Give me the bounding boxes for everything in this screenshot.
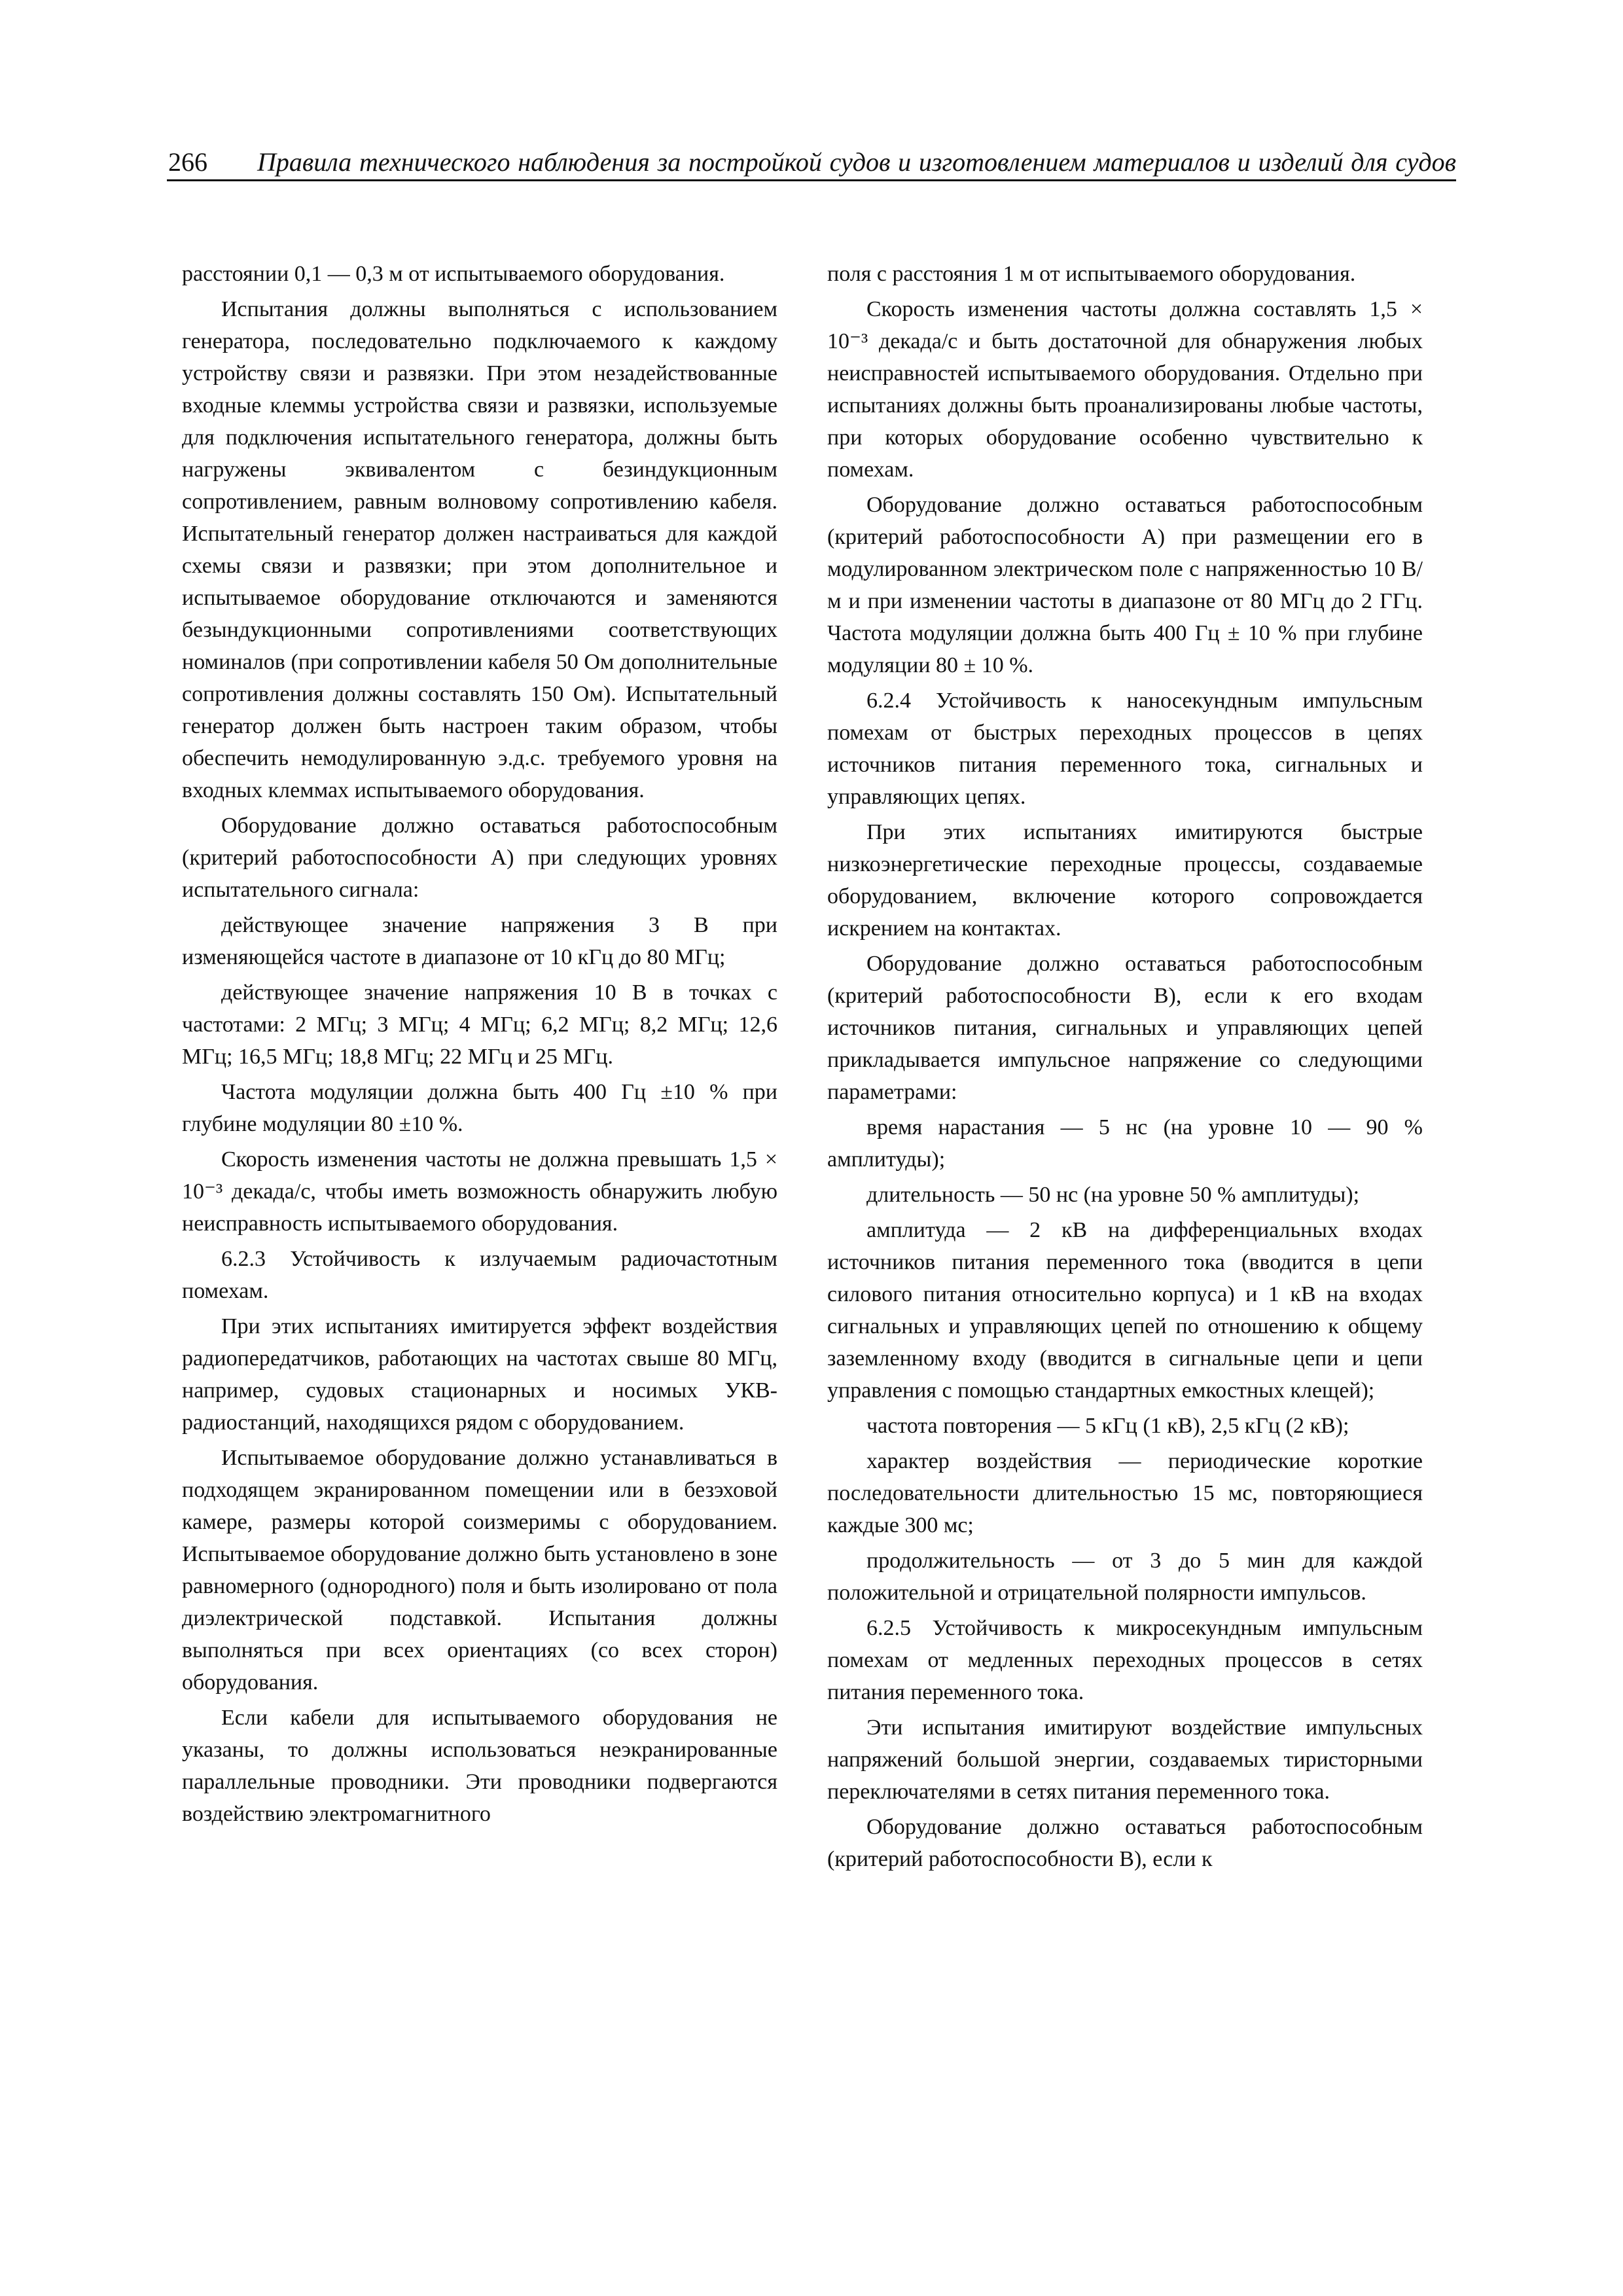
running-title: Правила технического наблюдения за постройкой судов и изготовлением материалов и изделий для судов (257, 147, 1456, 177)
paragraph: расстоянии 0,1 — 0,3 м от испытываемого оборудования. (182, 262, 725, 286)
paragraph: Частота модуляции должна быть 400 Гц ±10 % при глубине модуляции 80 ±10 %. (182, 1080, 777, 1136)
paragraph: Скорость изменения частоты не должна превышать 1,5 × 10⁻³ декада/с, чтобы иметь возможность обнаружить любую неисправность испытываемого оборудования. (182, 1147, 777, 1236)
paragraph: Испытания должны выполняться с использованием генератора, последовательно подключаемого к каждому устройству связи и развязки. При этом незадействованные входные клеммы устройства связи и развязки, используемые для подключения испытательного генератора, должны быть нагружены эквивалентом с безиндукционным сопротивлением, равным волновому сопротивлению кабеля. Испытательный генератор должен настраиваться для каждой схемы связи и развязки; при этом дополнительное и испытываемое оборудование отключаются и заменяются безындукционными сопротивлениями соответствующих номиналов (при сопротивлении кабеля 50 Ом дополнительные сопротивления должны составлять 150 Ом). Испытательный генератор должен быть настроен таким образом, чтобы обеспечить немодулированную э.д.с. требуемого уровня на входных клеммах испытываемого оборудования. (182, 297, 777, 802)
page-number: 266 (168, 147, 207, 177)
paragraph: продолжительность — от 3 до 5 мин для каждой положительной и отрицательной полярности импульсов. (827, 1549, 1423, 1605)
paragraph: Испытываемое оборудование должно устанавливаться в подходящем экранированном помещении или в безэховой камере, размеры которой соизмеримы с оборудованием. Испытываемое оборудование должно быть установлено в зоне равномерного (однородного) поля и быть изолировано от пола диэлектрической подставкой. Испытания должны выполняться при всех ориентациях (со всех сторон) оборудования. (182, 1446, 777, 1695)
paragraph: амплитуда — 2 кВ на дифференциальных входах источников питания переменного тока (вводится в цепи силового питания относительно корпуса) и 1 кВ на входах сигнальных и управляющих цепей по отношению к общему заземленному входу (вводится в сигнальные цепи и цепи управления с помощью стандартных емкостных клещей); (827, 1218, 1423, 1403)
paragraph: поля с расстояния 1 м от испытываемого оборудования. (827, 262, 1356, 286)
paragraph: действующее значение напряжения 10 В в точках с частотами: 2 МГц; 3 МГц; 4 МГц; 6,2 МГц; 8,2 МГц; 12,6 МГц; 16,5 МГц; 18,8 МГц; 22 МГц и 25 МГц. (182, 980, 777, 1069)
running-header (167, 145, 1456, 181)
paragraph: Эти испытания имитируют воздействие импульсных напряжений большой энергии, создаваемых тиристорными переключателями в сетях питания переменного тока. (827, 1715, 1423, 1804)
right-text-column (827, 258, 1423, 2215)
paragraph: 6.2.3 Устойчивость к излучаемым радиочастотным помехам. (182, 1247, 777, 1303)
paragraph: При этих испытаниях имитируется эффект воздействия радиопередатчиков, работающих на частотах свыше 80 МГц, например, судовых стационарных и носимых УКВ-радиостанций, находящихся рядом с оборудованием. (182, 1314, 777, 1435)
paragraph: частота повторения — 5 кГц (1 кВ), 2,5 кГц (2 кВ); (866, 1414, 1349, 1438)
paragraph: Если кабели для испытываемого оборудования не указаны, то должны использоваться неэкранированные параллельные проводники. Эти проводники подвергаются воздействию электромагнитного (182, 1706, 777, 1826)
paragraph: Оборудование должно оставаться работоспособным (критерий работоспособности А) при следующих уровнях испытательного сигнала: (182, 814, 777, 902)
paragraph: характер воздействия — периодические короткие последовательности длительностью 15 мс, повторяющиеся каждые 300 мс; (827, 1449, 1423, 1537)
paragraph: Скорость изменения частоты должна составлять 1,5 × 10⁻³ декада/с и быть достаточной для обнаружения любых неисправностей испытываемого оборудования. Отдельно при испытаниях должны быть проанализированы любые частоты, при которых оборудование особенно чувствительно к помехам. (827, 297, 1423, 482)
left-text-column (182, 258, 777, 2215)
paragraph: время нарастания — 5 нс (на уровне 10 — 90 % амплитуды); (827, 1115, 1423, 1172)
paragraph: длительность — 50 нс (на уровне 50 % амплитуды); (866, 1183, 1360, 1207)
paragraph: 6.2.4 Устойчивость к наносекундным импульсным помехам от быстрых переходных процессов в цепях источников питания переменного тока, сигнальных и управляющих цепях. (827, 689, 1423, 809)
paragraph: Оборудование должно оставаться работоспособным (критерий работоспособности А) при размещении его в модулированном электрическом поле с напряженностью 10 В/м и при изменении частоты в диапазоне от 80 МГц до 2 ГГц. Частота модуляции должна быть 400 Гц ± 10 % при глубине модуляции 80 ± 10 %. (827, 493, 1423, 677)
paragraph: действующее значение напряжения 3 В при изменяющейся частоте в диапазоне от 10 кГц до 80 МГц; (182, 913, 777, 969)
paragraph: При этих испытаниях имитируются быстрые низкоэнергетические переходные процессы, создаваемые оборудованием, включение которого сопровождается искрением на контактах. (827, 820, 1423, 941)
paragraph: Оборудование должно оставаться работоспособным (критерий работоспособности В), если к (827, 1815, 1423, 1871)
paragraph: Оборудование должно оставаться работоспособным (критерий работоспособности В), если к его входам источников питания, сигнальных и управляющих цепей прикладывается импульсное напряжение со следующими параметрами: (827, 952, 1423, 1104)
paragraph: 6.2.5 Устойчивость к микросекундным импульсным помехам от медленных переходных процессов в сетях питания переменного тока. (827, 1616, 1423, 1704)
